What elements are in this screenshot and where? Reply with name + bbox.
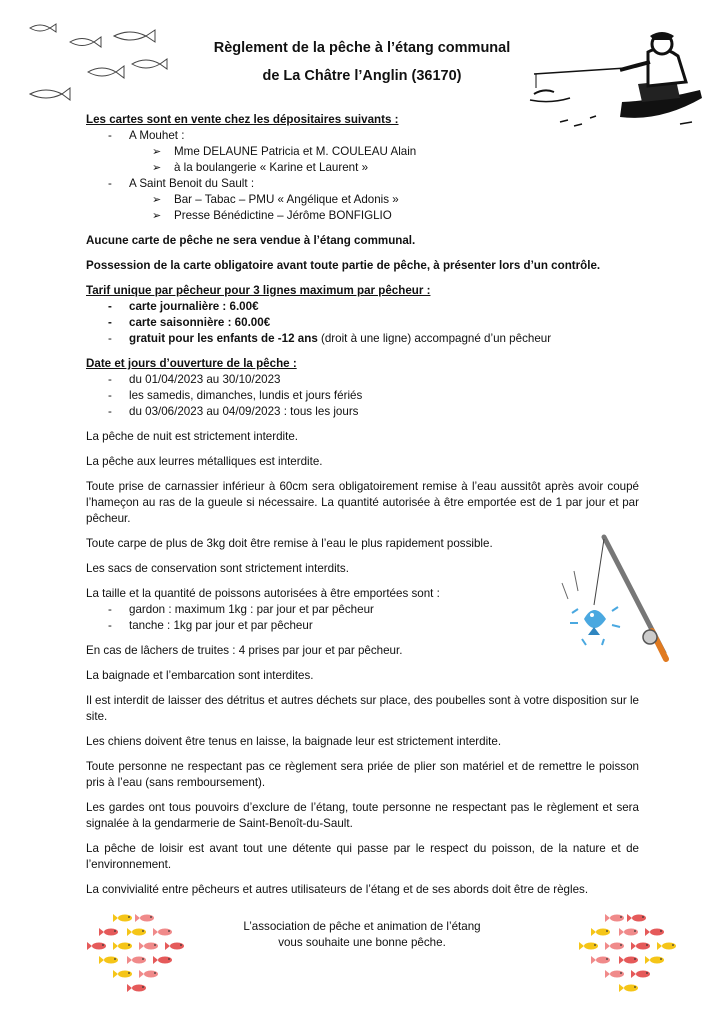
small-fish-icon bbox=[605, 942, 624, 950]
small-fish-icon bbox=[127, 984, 146, 992]
small-fish-icon bbox=[113, 942, 132, 950]
small-fish-icon bbox=[631, 970, 650, 978]
small-fish-icon bbox=[591, 928, 610, 936]
depositaires-heading: Les cartes sont en vente chez les dépositaires suivants : bbox=[86, 113, 399, 126]
small-fish-icon bbox=[165, 942, 184, 950]
notice-card-required: Possession de la carte obligatoire avant toute partie de pêche, à présenter lors d’un contrôle. bbox=[86, 259, 601, 272]
rule-litter: Il est interdit de laisser des détritus et autres déchets sur place, des poubelles sont à votre disposition sur le site. bbox=[86, 694, 639, 723]
small-fish-icon bbox=[619, 956, 638, 964]
colorful-fish-icon bbox=[580, 912, 690, 1002]
depositaire-item: ➢ à la boulangerie « Karine et Laurent » bbox=[86, 160, 639, 176]
fishing-rod-icon bbox=[560, 535, 680, 665]
rule-trout: En cas de lâchers de truites : 4 prises par jour et par pêcheur. bbox=[86, 644, 403, 657]
tarif-kids bbox=[86, 331, 639, 347]
footer-line-1: L’association de pêche et animation de l’étang bbox=[243, 920, 481, 933]
rule-size-item: - tanche : 1kg par jour et par pêcheur bbox=[86, 618, 639, 634]
depositaire-place-1: - A Mouhet : bbox=[86, 128, 639, 144]
colorful-fish-icon bbox=[88, 912, 198, 1002]
depositaire-item: ➢ Mme DELAUNE Patricia et M. COULEAU Alain bbox=[86, 144, 639, 160]
depositaire-place-2: - A Saint Benoit du Sault : bbox=[86, 176, 639, 192]
small-fish-icon bbox=[113, 914, 132, 922]
small-fish-icon bbox=[631, 942, 650, 950]
tarif-kids-rest: (droit à une ligne) accompagné d’un pêcheur bbox=[317, 332, 552, 345]
footer-line-2: vous souhaite une bonne pêche. bbox=[278, 936, 446, 949]
small-fish-icon bbox=[619, 984, 638, 992]
rule-leisure: La pêche de loisir est avant tout une détente qui passe par le respect du poisson, de la nature et de l’environnement. bbox=[86, 842, 639, 871]
rule-carnassier: Toute prise de carnassier inférieur à 60cm sera obligatoirement remise à l’eau aussitôt après avoir coupé l’hameçon au ras de la gueule si nécessaire. La quantité autorisée à être emportée est de 1 par jour et par pêcheur. bbox=[86, 480, 639, 525]
tarif-heading: Tarif unique par pêcheur pour 3 lignes maximum par pêcheur : bbox=[86, 284, 431, 297]
rule-carp: Toute carpe de plus de 3kg doit être remise à l’eau le plus rapidement possible. bbox=[86, 537, 493, 550]
small-fish-icon bbox=[153, 956, 172, 964]
dates-item: - du 01/04/2023 au 30/10/2023 bbox=[86, 372, 639, 388]
small-fish-icon bbox=[645, 956, 664, 964]
dates-heading: Date et jours d’ouverture de la pêche : bbox=[86, 357, 297, 370]
tarif-kids-bold: gratuit pour les enfants de -12 ans bbox=[129, 332, 318, 345]
small-fish-icon bbox=[591, 956, 610, 964]
title-line-1: Règlement de la pêche à l’étang communal bbox=[213, 40, 511, 56]
small-fish-icon bbox=[605, 970, 624, 978]
title-line-2: de La Châtre l’Anglin (36170) bbox=[262, 68, 462, 84]
rule-swim: La baignade et l’embarcation sont interdites. bbox=[86, 669, 314, 682]
small-fish-icon bbox=[99, 928, 118, 936]
small-fish-icon bbox=[619, 928, 638, 936]
small-fish-icon bbox=[645, 928, 664, 936]
small-fish-icon bbox=[135, 914, 154, 922]
dates-item: - les samedis, dimanches, lundis et jours fériés bbox=[86, 388, 639, 404]
depositaire-item: ➢ Bar – Tabac – PMU « Angélique et Adonis » bbox=[86, 192, 639, 208]
rule-size-heading: La taille et la quantité de poissons autorisées à être emportées sont : bbox=[86, 587, 440, 600]
tarif-daily: - carte journalière : 6.00€ bbox=[86, 299, 639, 315]
small-fish-icon bbox=[139, 970, 158, 978]
small-fish-icon bbox=[579, 942, 598, 950]
small-fish-icon bbox=[127, 956, 146, 964]
small-fish-icon bbox=[605, 914, 624, 922]
rule-offenders: Toute personne ne respectant pas ce règlement sera priée de plier son matériel et de remettre le poisson pris à l’eau (sans remboursement). bbox=[86, 760, 639, 789]
rule-friendly: La convivialité entre pêcheurs et autres utilisateurs de l’étang et de ses abords doit être de règles. bbox=[86, 883, 589, 896]
notice-no-sale: Aucune carte de pêche ne sera vendue à l’étang communal. bbox=[86, 234, 416, 247]
depositaire-item: ➢ Presse Bénédictine – Jérôme BONFIGLIO bbox=[86, 208, 639, 224]
dates-item: - du 03/06/2023 au 04/09/2023 : tous les jours bbox=[86, 404, 639, 420]
small-fish-icon bbox=[99, 956, 118, 964]
small-fish-icon bbox=[627, 914, 646, 922]
rule-size-item: - gardon : maximum 1kg : par jour et par pêcheur bbox=[86, 602, 639, 618]
small-fish-icon bbox=[113, 970, 132, 978]
rule-bags: Les sacs de conservation sont strictement interdits. bbox=[86, 562, 349, 575]
rule-guards: Les gardes ont tous pouvoirs d’exclure de l’étang, toute personne ne respectant pas le règlement et sera signalée à la gendarmerie de Saint-Benoît-du-Sault. bbox=[86, 801, 639, 830]
footer-message bbox=[214, 919, 510, 951]
tarif-season: - carte saisonnière : 60.00€ bbox=[86, 315, 639, 331]
small-fish-icon bbox=[153, 928, 172, 936]
small-fish-icon bbox=[127, 928, 146, 936]
small-fish-icon bbox=[657, 942, 676, 950]
rule-dogs: Les chiens doivent être tenus en laisse, la baignade leur est strictement interdite. bbox=[86, 735, 502, 748]
rule-night: La pêche de nuit est strictement interdite. bbox=[86, 430, 299, 443]
small-fish-icon bbox=[139, 942, 158, 950]
small-fish-icon bbox=[87, 942, 106, 950]
rule-lures: La pêche aux leurres métalliques est interdite. bbox=[86, 455, 323, 468]
